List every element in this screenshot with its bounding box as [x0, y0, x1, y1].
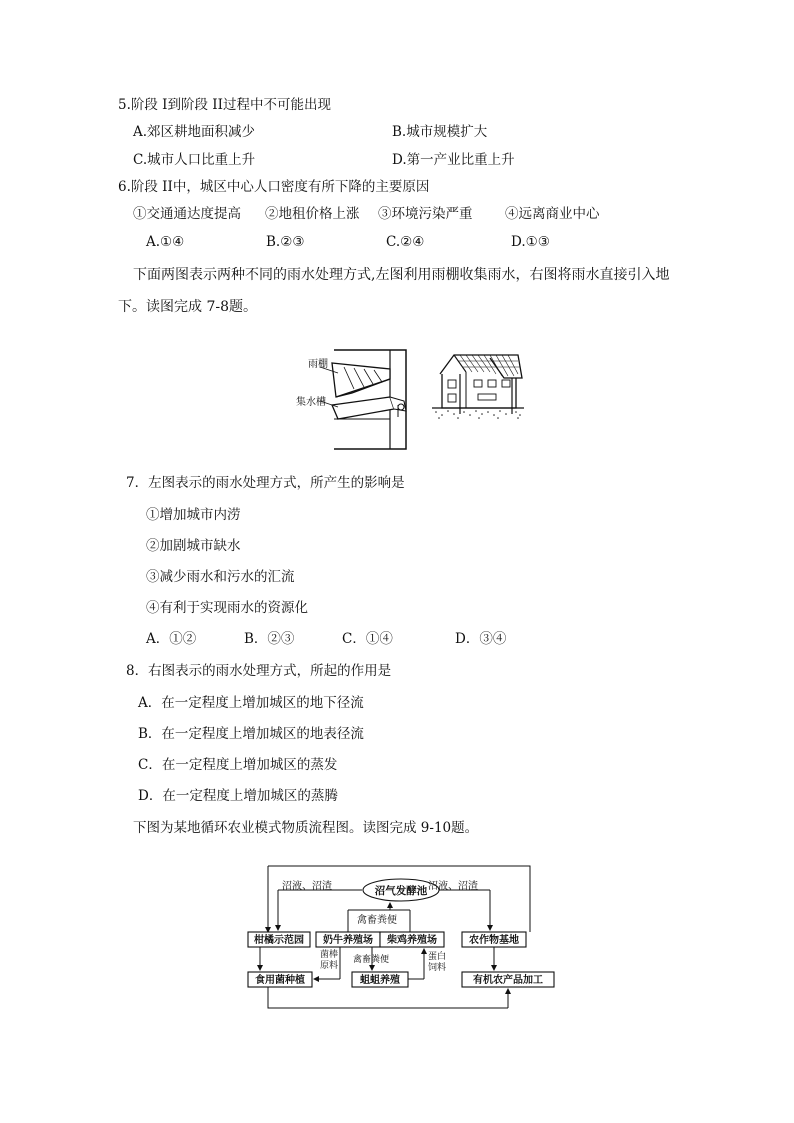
q8-option-d: D．在一定程度上增加城区的蒸腾 — [138, 788, 338, 804]
manure-label-top: 禽畜粪便 — [357, 915, 397, 926]
protein-label-2: 饲料 — [428, 963, 447, 973]
q6-item-4: ④远离商业中心 — [505, 206, 600, 222]
slurry-label-left: 沼液、沼渣 — [282, 881, 332, 892]
q8-stem: 8．右图表示的雨水处理方式，所起的作用是 — [126, 663, 392, 679]
q6-item-3: ③环境污染严重 — [378, 206, 473, 222]
biogas-digester-label: 沼气发酵池 — [374, 885, 428, 897]
q6-option-b: B.②③ — [266, 234, 305, 250]
mushroom-label: 食用菌种植 — [255, 975, 305, 986]
trough-label: 集水槽 — [296, 397, 326, 408]
q7-option-d: D．③④ — [455, 631, 507, 647]
q7-item-3: ③减少雨水和污水的汇流 — [146, 569, 295, 585]
q6-option-a: A.①④ — [146, 234, 185, 250]
intro-7-8-line-2: 下。读图完成 7-8题。 — [118, 299, 257, 315]
q8-option-a: A．在一定程度上增加城区的地下径流 — [138, 695, 364, 711]
q7-item-4: ④有利于实现雨水的资源化 — [146, 600, 308, 616]
q5-option-a: A.郊区耕地面积减少 — [133, 124, 256, 140]
intro-7-8-line-1: 下面两图表示两种不同的雨水处理方式,左图利用雨棚收集雨水，右图将雨水直接引入地 — [133, 267, 670, 283]
q8-option-b: B．在一定程度上增加城区的地表径流 — [138, 726, 364, 742]
protein-label-1: 蛋白 — [428, 952, 447, 962]
q7-item-1: ①增加城市内涝 — [146, 507, 241, 523]
manure-label-mid: 禽畜粪便 — [353, 955, 390, 965]
maggot-farm-label: 蛆蛆养殖 — [360, 975, 400, 986]
q5-option-b: B.城市规模扩大 — [392, 124, 488, 140]
organic-processing-label: 有机农产品加工 — [473, 975, 543, 986]
house-figure — [432, 352, 524, 420]
slurry-label-right: 沼液、沼渣 — [428, 881, 478, 892]
q6-option-d: D.①③ — [511, 234, 550, 250]
canopy-label: 雨棚 — [308, 359, 328, 370]
rain-canopy-figure — [294, 345, 416, 455]
q5-option-d: D.第一产业比重上升 — [392, 152, 515, 168]
q5-stem: 5.阶段 I到阶段 II过程中不可能出现 — [118, 97, 331, 113]
q5-option-c: C.城市人口比重上升 — [133, 152, 256, 168]
dairy-farm-label: 奶牛养殖场 — [323, 935, 373, 946]
intro-9-10: 下图为某地循环农业模式物质流程图。读图完成 9-10题。 — [133, 820, 479, 836]
q6-item-2: ②地租价格上涨 — [265, 206, 360, 222]
q7-option-c: C．①④ — [342, 631, 393, 647]
raw-label-2: 原料 — [320, 961, 339, 971]
crop-base-label: 农作物基地 — [469, 935, 519, 946]
circular-agriculture-flowchart — [240, 858, 560, 1014]
raw-label-1: 菌棒 — [320, 950, 339, 960]
citrus-label: 柑橘示范园 — [254, 935, 304, 946]
q7-item-2: ②加剧城市缺水 — [146, 538, 241, 554]
q7-option-b: B．②③ — [244, 631, 295, 647]
q8-option-c: C．在一定程度上增加城区的蒸发 — [138, 757, 338, 773]
q6-item-1: ①交通通达度提高 — [133, 206, 241, 222]
q6-option-c: C.②④ — [386, 234, 425, 250]
q7-stem: 7．左图表示的雨水处理方式，所产生的影响是 — [126, 475, 405, 491]
q6-stem: 6.阶段 II中，城区中心人口密度有所下降的主要原因 — [118, 179, 430, 195]
chicken-farm-label: 柴鸡养殖场 — [387, 935, 437, 946]
q7-option-a: A．①② — [146, 631, 197, 647]
